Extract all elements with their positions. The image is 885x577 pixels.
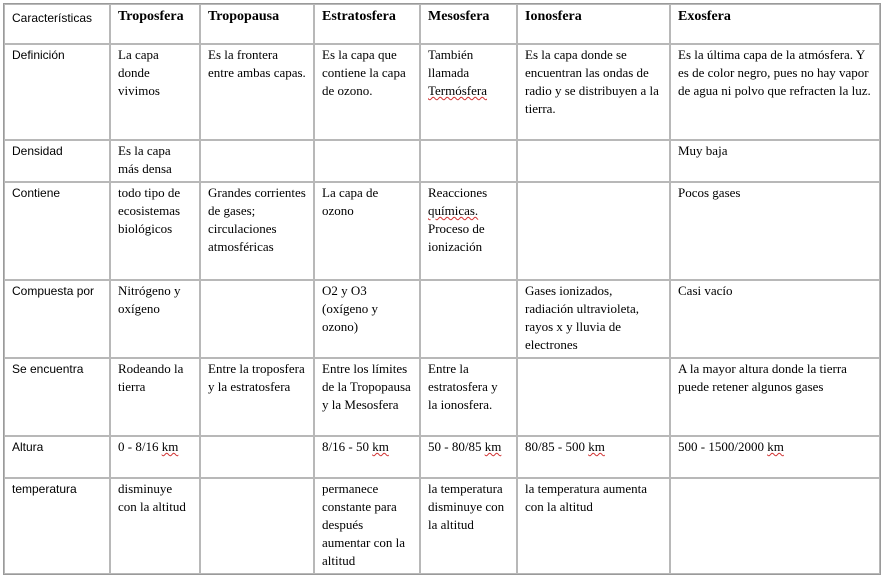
table-cell: Pocos gases (670, 182, 880, 279)
table-cell (420, 140, 517, 182)
table-cell: Muy baja (670, 140, 880, 182)
table-cell (420, 182, 517, 279)
column-header: Características (4, 4, 110, 44)
table-cell (200, 280, 314, 358)
cell-text: 500 - 1500/2000 (678, 438, 768, 454)
table-cell: Entre los límites de la Tropopausa y la Mesosfera (314, 358, 420, 436)
table-cell (314, 436, 420, 478)
table-header (4, 4, 880, 44)
column-header: Tropopausa (200, 4, 314, 44)
table-cell: Casi vacío (670, 280, 880, 358)
cell-text: 8/16 - 50 (322, 438, 373, 454)
table-cell: O2 y O3 (oxígeno y ozono) (314, 280, 420, 358)
table-cell: Gases ionizados, radiación ultravioleta, rayos x y lluvia de electrones (517, 280, 670, 358)
table-cell: la temperatura disminuye con la altitud (420, 478, 517, 574)
table-cell (420, 436, 517, 478)
table-cell: Nitrógeno y oxígeno (110, 280, 200, 358)
table-cell (110, 436, 200, 478)
row-label: Altura (4, 436, 110, 478)
table-cell: Es la frontera entre ambas capas. (200, 44, 314, 140)
spellcheck-word: km (484, 438, 502, 454)
cell-text: 50 - 80/85 (428, 438, 485, 454)
table-row (4, 478, 880, 574)
cell-text: 80/85 - 500 (525, 438, 589, 454)
row-label: Definición (4, 44, 110, 140)
table-cell: Es la última capa de la atmósfera. Y es de color negro, pues no hay vapor de agua ni polvo que refracten la luz. (670, 44, 880, 140)
row-label: Densidad (4, 140, 110, 182)
column-header: Estratosfera (314, 4, 420, 44)
table-cell: todo tipo de ecosistemas biológicos (110, 182, 200, 279)
table-cell: La capa donde vivimos (110, 44, 200, 140)
table-cell (420, 44, 517, 140)
table-cell: disminuye con la altitud (110, 478, 200, 574)
cell-text: 0 - 8/16 (118, 438, 162, 454)
table-row (4, 44, 880, 140)
table-cell (670, 436, 880, 478)
column-header: Exosfera (670, 4, 880, 44)
table-row (4, 140, 880, 182)
table-cell: A la mayor altura donde la tierra puede retener algunos gases (670, 358, 880, 436)
table-cell (517, 436, 670, 478)
table-cell (200, 140, 314, 182)
table-cell: Entre la estratosfera y la ionosfera. (420, 358, 517, 436)
table-cell: Es la capa más densa (110, 140, 200, 182)
table-cell (670, 478, 880, 574)
cell-text: También llamada (428, 47, 474, 80)
table-body (4, 44, 880, 574)
spellcheck-word: químicas. (428, 203, 479, 219)
table-cell (200, 478, 314, 574)
table-row (4, 358, 880, 436)
column-header: Troposfera (110, 4, 200, 44)
table-cell: La capa de ozono (314, 182, 420, 279)
table-cell: la temperatura aumenta con la altitud (517, 478, 670, 574)
cell-text: Reacciones (428, 185, 488, 201)
table-cell: permanece constante para después aumentar con la altitud (314, 478, 420, 574)
table-cell (517, 182, 670, 279)
table-cell: Grandes corrientes de gases; circulaciones atmosféricas (200, 182, 314, 279)
spellcheck-word: km (161, 438, 179, 454)
cell-text: Proceso de ionización (428, 221, 485, 255)
table-row (4, 280, 880, 358)
table-cell (314, 140, 420, 182)
spellcheck-word: km (372, 438, 389, 454)
table-row (4, 182, 880, 279)
table-cell: Es la capa que contiene la capa de ozono. (314, 44, 420, 140)
spellcheck-word: km (588, 438, 605, 454)
table-cell (517, 358, 670, 436)
table-cell: Es la capa donde se encuentran las ondas de radio y se distribuyen a la tierra. (517, 44, 670, 140)
row-label: Se encuentra (4, 358, 110, 436)
table-cell (420, 280, 517, 358)
table-cell (200, 436, 314, 478)
header-row (4, 4, 880, 44)
row-label: Compuesta por (4, 280, 110, 358)
table-cell (517, 140, 670, 182)
table-cell: Entre la troposfera y la estratosfera (200, 358, 314, 436)
column-header: Mesosfera (420, 4, 517, 44)
spellcheck-word: Termósfera (428, 83, 488, 98)
atmosphere-layers-table (3, 3, 881, 575)
row-label: Contiene (4, 182, 110, 279)
table-row (4, 436, 880, 478)
row-label: temperatura (4, 478, 110, 574)
column-header: Ionosfera (517, 4, 670, 44)
table-cell: Rodeando la tierra (110, 358, 200, 436)
spellcheck-word: km (767, 438, 784, 454)
